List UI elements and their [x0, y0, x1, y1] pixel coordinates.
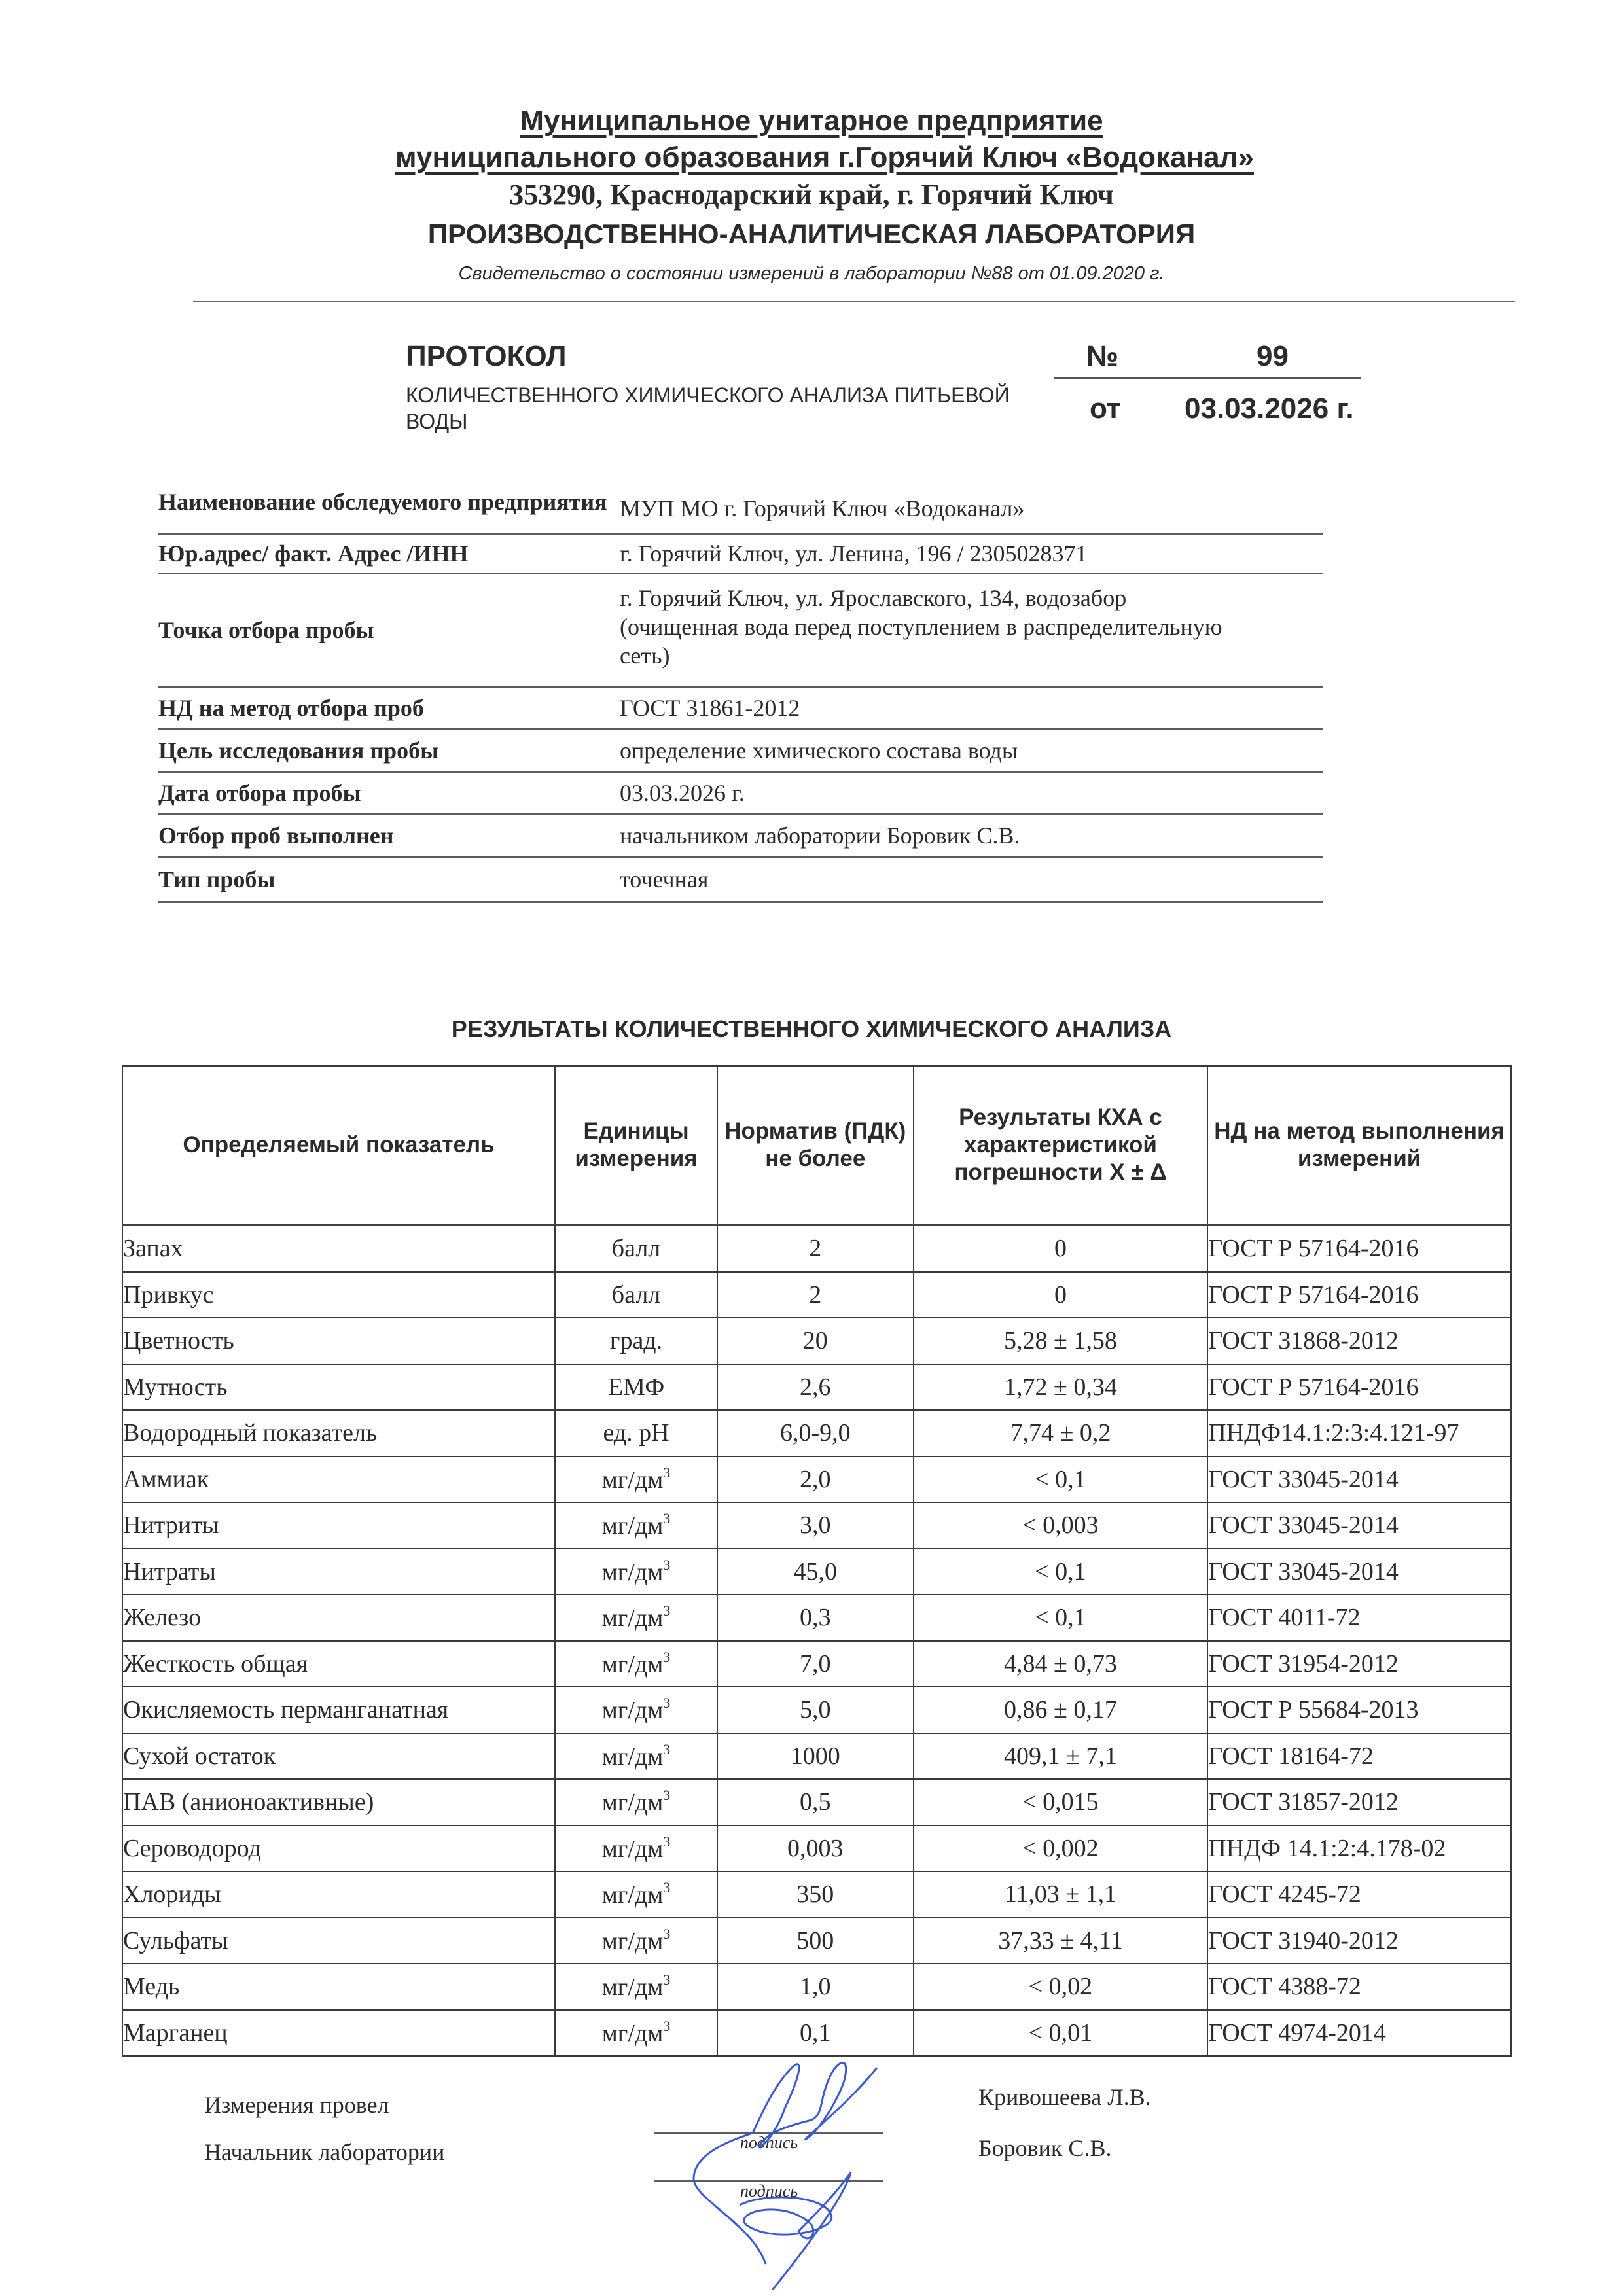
info-value: определение химического состава воды [620, 737, 1018, 764]
cell-indicator [122, 1410, 555, 1457]
cell-norm-text: 20 [802, 1327, 828, 1355]
cell-indicator-text: Жесткость общая [123, 1650, 308, 1678]
lab-name: ПРОИЗВОДСТВЕННО-АНАЛИТИЧЕСКАЯ ЛАБОРАТОРИЯ [427, 219, 1196, 249]
cell-norm [717, 1871, 914, 1918]
cell-indicator [122, 1871, 555, 1918]
cell-indicator-text: Водородный показатель [123, 1419, 378, 1447]
cell-norm [717, 1364, 914, 1411]
table-row [122, 1457, 1511, 1503]
cell-result-text: 37,33 ± 4,11 [998, 1926, 1123, 1954]
unit-exponent: 3 [663, 2017, 671, 2034]
cell-unit-text: мг/дм [601, 1789, 664, 1817]
cell-method [1207, 1918, 1511, 1964]
info-row-sampled-by [158, 815, 1323, 858]
info-label: Точка отбора пробы [158, 617, 374, 643]
cell-result-text: < 0,015 [1022, 1788, 1099, 1816]
cell-norm-text: 1,0 [800, 1973, 831, 2001]
cell-indicator [122, 1641, 555, 1687]
cell-unit-text: ЕМФ [607, 1373, 665, 1401]
cell-norm-text: 45,0 [793, 1557, 838, 1585]
cell-norm-text: 3,0 [800, 1511, 831, 1540]
cell-result [914, 1549, 1208, 1595]
cell-norm-text: 1000 [790, 1742, 840, 1770]
table-row [122, 1918, 1511, 1964]
cell-norm [717, 1595, 914, 1641]
cell-indicator-text: Сухой остаток [123, 1742, 276, 1770]
cell-unit-text: мг/дм [601, 1466, 664, 1494]
table-row [122, 1779, 1511, 1826]
signer-name-measured: Кривошеева Л.В. [978, 2084, 1151, 2110]
cell-unit [555, 1225, 717, 1272]
cell-indicator-text: Окисляемость перманганатная [123, 1696, 449, 1724]
table-row [122, 1225, 1511, 1272]
col-header-unit: Единицы измерения [555, 1066, 717, 1225]
cell-indicator [122, 1595, 555, 1641]
cell-norm-text: 2,0 [800, 1465, 831, 1493]
cell-result-text: < 0,02 [1028, 1973, 1093, 2001]
cell-indicator [122, 1225, 555, 1272]
cell-unit-text: ед. pH [603, 1419, 669, 1447]
cell-norm [717, 1502, 914, 1549]
cell-indicator-text: Медь [123, 1973, 180, 2001]
cell-method-text: ГОСТ 31940-2012 [1208, 1926, 1399, 1954]
cell-result-text: 0,86 ± 0,17 [1004, 1696, 1117, 1724]
cell-unit [555, 1779, 717, 1826]
info-value: точечная [620, 866, 709, 892]
cell-result [914, 2010, 1208, 2057]
results-title: РЕЗУЛЬТАТЫ КОЛИЧЕСТВЕННОГО ХИМИЧЕСКОГО АНАЛИЗА [451, 1016, 1172, 1042]
info-row-purpose [158, 730, 1323, 773]
cell-result-text: < 0,002 [1022, 1834, 1099, 1862]
cell-norm [717, 1318, 914, 1364]
cell-method-text: ГОСТ 31868-2012 [1208, 1327, 1399, 1355]
info-value: г. Горячий Ключ, ул. Ленина, 196 / 2305028371 [620, 540, 1088, 567]
cell-method-text: ГОСТ Р 57164-2016 [1208, 1280, 1419, 1309]
cell-method [1207, 1687, 1511, 1733]
cell-unit-text: мг/дм [601, 1604, 664, 1633]
protocol-number-label: № [1086, 340, 1119, 372]
cell-unit [555, 1826, 717, 1872]
cell-norm [717, 1826, 914, 1872]
cell-result [914, 1964, 1208, 2010]
table-row [122, 1364, 1511, 1411]
cell-method-text: ГОСТ 31954-2012 [1208, 1650, 1399, 1678]
org-address: 353290, Краснодарский край, г. Горячий Ключ [509, 179, 1114, 211]
cell-method-text: ГОСТ 18164-72 [1208, 1742, 1374, 1770]
cell-result-text: < 0,1 [1035, 1557, 1086, 1585]
cell-unit [555, 1595, 717, 1641]
sample-info [158, 471, 1323, 903]
cell-indicator-text: ПАВ (анионоактивные) [123, 1788, 374, 1816]
info-label: Тип пробы [158, 866, 276, 892]
info-value: г. Горячий Ключ, ул. Ярославского, 134, водозабор (очищенная вода перед поступлением в распределительную сеть) [620, 585, 1222, 669]
cell-method-text: ГОСТ 4388-72 [1208, 1973, 1361, 2001]
unit-exponent: 3 [663, 1925, 671, 1942]
unit-exponent: 3 [663, 1556, 671, 1573]
cell-indicator [122, 1549, 555, 1595]
col-header-result: Результаты КХА с характеристикой погрешности X ± Δ [914, 1066, 1208, 1225]
info-row-sampling-date [158, 773, 1323, 815]
cell-indicator [122, 1457, 555, 1503]
cell-norm-text: 2 [809, 1235, 822, 1263]
info-label: Дата отбора пробы [158, 780, 361, 806]
unit-exponent: 3 [663, 1787, 671, 1804]
info-value: начальником лаборатории Боровик С.В. [620, 822, 1020, 849]
protocol-subtitle: КОЛИЧЕСТВЕННОГО ХИМИЧЕСКОГО АНАЛИЗА ПИТЬЕВОЙ ВОДЫ [406, 383, 1010, 433]
cell-result [914, 1457, 1208, 1503]
info-row-sampling-point [158, 574, 1323, 688]
cell-method [1207, 1364, 1511, 1411]
cell-method-text: ГОСТ Р 57164-2016 [1208, 1373, 1419, 1401]
cell-result-text: < 0,003 [1022, 1511, 1099, 1540]
col-header-norm: Норматив (ПДК) не более [717, 1066, 914, 1225]
cell-unit [555, 1502, 717, 1549]
unit-exponent: 3 [663, 1740, 671, 1757]
cell-indicator [122, 1964, 555, 2010]
cell-unit-text: мг/дм [601, 1927, 664, 1955]
cell-norm-text: 7,0 [800, 1650, 831, 1678]
cell-method [1207, 1733, 1511, 1780]
cell-result-text: 11,03 ± 1,1 [1004, 1881, 1117, 1909]
unit-exponent: 3 [663, 1510, 671, 1527]
cell-result-text: 1,72 ± 0,34 [1004, 1373, 1117, 1401]
cell-result-text: < 0,1 [1035, 1604, 1086, 1632]
cell-norm-text: 0,3 [800, 1604, 831, 1632]
cell-unit [555, 1364, 717, 1411]
signer-name-head: Боровик С.В. [978, 2135, 1112, 2161]
table-row [122, 1595, 1511, 1641]
cell-method [1207, 1457, 1511, 1503]
cell-result [914, 1225, 1208, 1272]
protocol-date-label: от [1090, 393, 1121, 425]
cell-result-text: 409,1 ± 7,1 [1004, 1742, 1117, 1770]
cell-unit [555, 1687, 717, 1733]
cell-result-text: 5,28 ± 1,58 [1004, 1327, 1117, 1355]
protocol-date: 03.03.2026 г. [1185, 393, 1354, 425]
info-label: Отбор проб выполнен [158, 822, 394, 849]
cell-indicator-text: Хлориды [123, 1881, 221, 1909]
cell-norm [717, 1964, 914, 2010]
cell-indicator-text: Нитраты [123, 1557, 216, 1585]
cell-result [914, 1410, 1208, 1457]
certificate-line: Свидетельство о состоянии измерений в лаборатории №88 от 01.09.2020 г. [458, 263, 1165, 284]
cell-result-text: 0 [1054, 1235, 1067, 1263]
cell-method [1207, 1549, 1511, 1595]
cell-result-text: < 0,1 [1035, 1465, 1086, 1493]
info-row-sampling-method [158, 688, 1323, 730]
cell-method [1207, 1225, 1511, 1272]
table-row [122, 1410, 1511, 1457]
cell-norm-text: 6,0-9,0 [779, 1419, 851, 1447]
cell-method [1207, 1595, 1511, 1641]
cell-method-text: ГОСТ 4245-72 [1208, 1881, 1361, 1909]
signer-role-head: Начальник лаборатории [204, 2139, 445, 2165]
cell-norm [717, 1549, 914, 1595]
cell-method-text: ГОСТ Р 57164-2016 [1208, 1235, 1419, 1263]
cell-method [1207, 1272, 1511, 1318]
results-header-row [122, 1066, 1511, 1225]
cell-norm [717, 1641, 914, 1687]
cell-unit-text: мг/дм [601, 1835, 664, 1863]
unit-exponent: 3 [663, 1833, 671, 1850]
signer-role-measured: Измерения провел [204, 2092, 389, 2118]
table-row [122, 1871, 1511, 1918]
protocol-number-underline [1054, 377, 1361, 379]
info-label: Цель исследования пробы [158, 737, 439, 764]
cell-indicator [122, 1779, 555, 1826]
cell-unit [555, 1918, 717, 1964]
org-name-line2: муниципального образования г.Горячий Ключ «Водоканал» [395, 141, 1254, 173]
cell-method [1207, 1964, 1511, 2010]
cell-indicator [122, 1364, 555, 1411]
cell-norm [717, 1457, 914, 1503]
info-label: Наименование обследуемого предприятия [158, 489, 607, 515]
cell-norm [717, 1272, 914, 1318]
cell-result [914, 1595, 1208, 1641]
table-row [122, 1826, 1511, 1872]
unit-exponent: 3 [663, 1648, 671, 1665]
col-header-method: НД на метод выполнения измерений [1207, 1066, 1511, 1225]
cell-indicator-text: Запах [123, 1235, 183, 1263]
cell-indicator-text: Марганец [123, 2019, 228, 2047]
cell-result [914, 1272, 1208, 1318]
cell-unit [555, 1410, 717, 1457]
cell-norm [717, 1225, 914, 1272]
unit-exponent: 3 [663, 1971, 671, 1988]
cell-method-text: ГОСТ 33045-2014 [1208, 1511, 1399, 1540]
cell-unit [555, 1457, 717, 1503]
cell-method-text: ГОСТ 33045-2014 [1208, 1465, 1399, 1493]
cell-unit [555, 1318, 717, 1364]
cell-unit-text: мг/дм [601, 1742, 664, 1771]
protocol-title: ПРОТОКОЛ [406, 340, 567, 372]
cell-norm-text: 350 [796, 1881, 834, 1909]
cell-result [914, 1779, 1208, 1826]
cell-method [1207, 1826, 1511, 1872]
info-label: НД на метод отбора проб [158, 695, 424, 721]
cell-result-text: 4,84 ± 0,73 [1004, 1650, 1117, 1678]
cell-method [1207, 1779, 1511, 1826]
cell-indicator-text: Железо [123, 1604, 202, 1632]
cell-unit [555, 1272, 717, 1318]
cell-method-text: ГОСТ 4974-2014 [1208, 2019, 1386, 2047]
cell-result-text: 7,74 ± 0,2 [1010, 1419, 1111, 1447]
info-row-address [158, 535, 1323, 574]
cell-result [914, 1318, 1208, 1364]
table-row [122, 1318, 1511, 1364]
cell-indicator-text: Сероводород [123, 1834, 261, 1862]
unit-exponent: 3 [663, 1602, 671, 1619]
cell-method [1207, 1502, 1511, 1549]
cell-method-text: ГОСТ 4011-72 [1208, 1604, 1361, 1632]
cell-method [1207, 2010, 1511, 2057]
cell-norm-text: 500 [796, 1926, 834, 1954]
cell-method-text: ГОСТ 33045-2014 [1208, 1557, 1399, 1585]
cell-result [914, 1364, 1208, 1411]
info-row-enterprise [158, 471, 1323, 535]
org-name-line1: Муниципальное унитарное предприятие [520, 105, 1103, 137]
header-divider [193, 301, 1515, 302]
cell-indicator [122, 1918, 555, 1964]
col-header-indicator: Определяемый показатель [122, 1066, 555, 1225]
cell-indicator [122, 1687, 555, 1733]
table-row [122, 1549, 1511, 1595]
cell-indicator [122, 1272, 555, 1318]
info-value: ГОСТ 31861-2012 [620, 695, 800, 721]
cell-unit-text: мг/дм [601, 1512, 664, 1540]
signature-caption-2: подпись [740, 2181, 798, 2200]
cell-indicator [122, 1733, 555, 1780]
cell-indicator-text: Цветность [123, 1327, 234, 1355]
cell-norm [717, 1410, 914, 1457]
cell-method-text: ГОСТ 31857-2012 [1208, 1788, 1399, 1816]
table-row [122, 1687, 1511, 1733]
cell-result [914, 1502, 1208, 1549]
info-value: 03.03.2026 г. [620, 780, 745, 806]
cell-unit-text: балл [611, 1280, 661, 1309]
cell-method [1207, 1318, 1511, 1364]
cell-indicator-text: Сульфаты [123, 1926, 228, 1954]
cell-indicator-text: Аммиак [123, 1465, 209, 1493]
cell-method [1207, 1410, 1511, 1457]
cell-indicator [122, 1502, 555, 1549]
signature-caption-1: подпись [740, 2133, 798, 2152]
cell-unit-text: мг/дм [601, 1697, 664, 1725]
cell-method-text: ПНДФ 14.1:2:4.178-02 [1208, 1834, 1446, 1862]
table-row [122, 1733, 1511, 1780]
cell-method-text: ГОСТ Р 55684-2013 [1208, 1696, 1419, 1724]
cell-unit-text: мг/дм [601, 1650, 664, 1678]
cell-norm-text: 0,003 [787, 1834, 844, 1862]
cell-indicator-text: Привкус [123, 1280, 214, 1309]
info-label: Юр.адрес/ факт. Адрес /ИНН [158, 540, 469, 567]
cell-norm-text: 2 [809, 1280, 822, 1309]
cell-indicator [122, 2010, 555, 2057]
cell-result [914, 1871, 1208, 1918]
cell-unit-text: мг/дм [601, 2019, 664, 2047]
unit-exponent: 3 [663, 1879, 671, 1896]
cell-norm-text: 0,1 [800, 2019, 831, 2047]
results-body [122, 1225, 1511, 2056]
info-value: МУП МО г. Горячий Ключ «Водоканал» [620, 495, 1025, 521]
protocol-number: 99 [1257, 340, 1289, 372]
cell-indicator [122, 1318, 555, 1364]
cell-result [914, 1733, 1208, 1780]
cell-result [914, 1687, 1208, 1733]
cell-norm [717, 1687, 914, 1733]
unit-exponent: 3 [663, 1464, 671, 1481]
unit-exponent: 3 [663, 1695, 671, 1712]
cell-method-text: ПНДФ14.1:2:3:4.121-97 [1208, 1419, 1459, 1447]
handwritten-signature-icon [654, 2028, 929, 2290]
cell-result-text: < 0,01 [1028, 2019, 1093, 2047]
cell-result [914, 1918, 1208, 1964]
cell-unit-text: мг/дм [601, 1881, 664, 1909]
cell-result-text: 0 [1054, 1280, 1067, 1309]
results-table [122, 1065, 1512, 2057]
cell-norm [717, 1779, 914, 1826]
cell-unit-text: балл [611, 1235, 661, 1263]
cell-unit [555, 1549, 717, 1595]
cell-unit [555, 1641, 717, 1687]
cell-norm-text: 5,0 [800, 1696, 831, 1724]
cell-unit [555, 1871, 717, 1918]
cell-norm-text: 0,5 [800, 1788, 831, 1816]
cell-norm [717, 1733, 914, 1780]
cell-indicator [122, 1826, 555, 1872]
cell-indicator-text: Мутность [123, 1373, 228, 1401]
cell-indicator-text: Нитриты [123, 1511, 219, 1540]
table-row [122, 1502, 1511, 1549]
table-row [122, 1641, 1511, 1687]
cell-unit-text: мг/дм [601, 1558, 664, 1586]
table-row [122, 1964, 1511, 2010]
info-row-sample-type [158, 858, 1323, 903]
cell-unit [555, 1733, 717, 1780]
cell-norm-text: 2,6 [800, 1373, 831, 1401]
cell-result [914, 1641, 1208, 1687]
table-row [122, 1272, 1511, 1318]
cell-result [914, 1826, 1208, 1872]
cell-method [1207, 1641, 1511, 1687]
cell-unit [555, 1964, 717, 2010]
cell-method [1207, 1871, 1511, 1918]
cell-unit-text: мг/дм [601, 1973, 664, 2002]
cell-norm [717, 1918, 914, 1964]
cell-unit-text: град. [609, 1327, 663, 1355]
